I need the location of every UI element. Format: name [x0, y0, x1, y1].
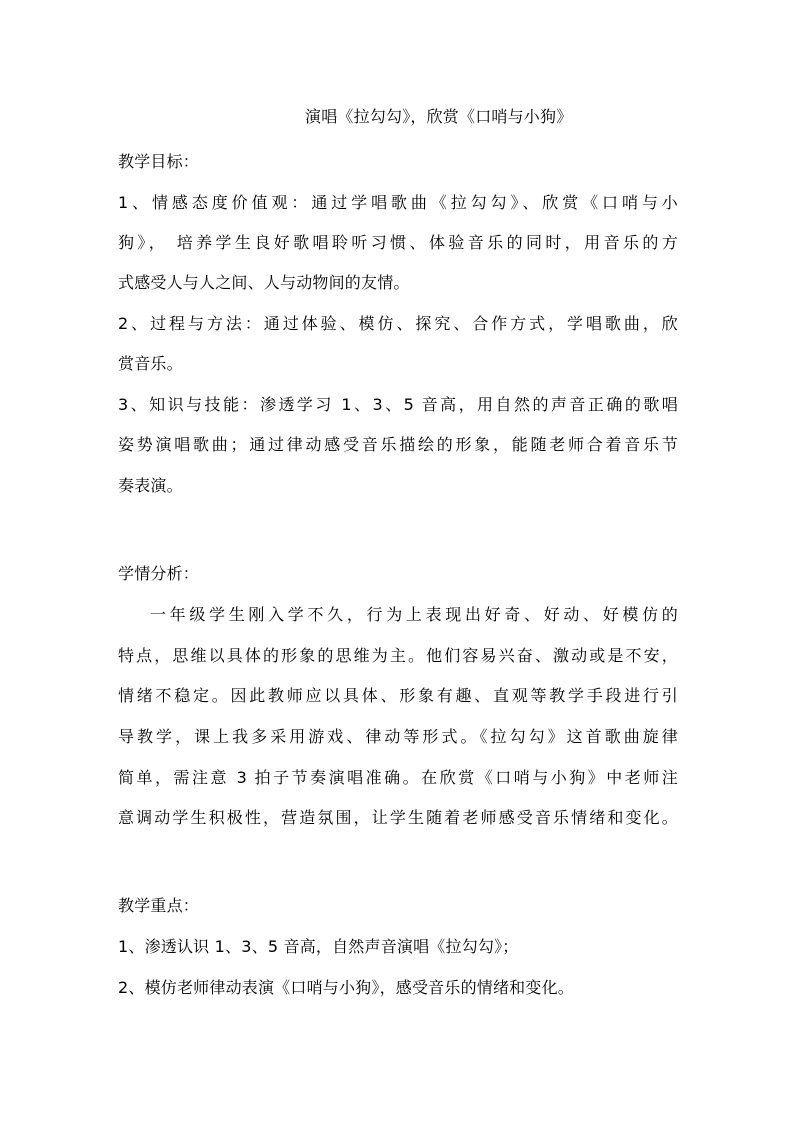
goals-item2-line1: 2、过程与方法：通过体验、模仿、探究、合作方式，学唱歌曲，欣 [118, 314, 678, 333]
analysis-line5: 简单，需注意 3 拍子节奏演唱准确。在欣赏《口哨与小狗》中老师注 [118, 768, 678, 787]
goals-item3-line1: 3、知识与技能：渗透学习 1、3、5 音高，用自然的声音正确的歌唱 [118, 395, 678, 414]
goals-item1-line1: 1、情感态度价值观：通过学唱歌曲《拉勾勾》、欣赏《口哨与小 [118, 193, 678, 212]
analysis-heading: 学情分析： [118, 564, 200, 583]
goals-heading: 教学目标： [118, 152, 200, 171]
analysis-line1: 一年级学生刚入学不久，行为上表现出好奇、好动、好模仿的 [150, 605, 678, 624]
key-points-heading: 教学重点： [118, 896, 200, 915]
document-title: 演唱《拉勾勾》，欣赏《口哨与小狗》 [305, 107, 573, 126]
key-points-line2: 2、模仿老师律动表演《口哨与小狗》，感受音乐的情绪和变化。 [118, 978, 574, 997]
analysis-line6: 意调动学生积极性，营造氛围，让学生随着老师感受音乐情绪和变化。 [118, 808, 678, 827]
analysis-line3: 情绪不稳定。因此教师应以具体、形象有趣、直观等教学手段进行引 [118, 686, 678, 705]
goals-item3-line2: 姿势演唱歌曲；通过律动感受音乐描绘的形象，能随老师合着音乐节 [118, 435, 678, 454]
goals-item1-line2: 狗》， 培养学生良好歌唱聆听习惯、体验音乐的同时，用音乐的方 [118, 233, 678, 252]
analysis-line4: 导教学，课上我多采用游戏、律动等形式。《拉勾勾》这首歌曲旋律 [118, 727, 678, 746]
key-points-line1: 1、渗透认识 1、3、5 音高，自然声音演唱《拉勾勾》； [118, 937, 519, 956]
analysis-line2: 特点，思维以具体的形象的思维为主。他们容易兴奋、激动或是不安， [118, 646, 678, 665]
goals-item3-line3: 奏表演。 [118, 476, 183, 495]
goals-item1-line3: 式感受人与人之间、人与动物间的友情。 [118, 273, 410, 292]
goals-item2-line2: 赏音乐。 [118, 354, 183, 373]
